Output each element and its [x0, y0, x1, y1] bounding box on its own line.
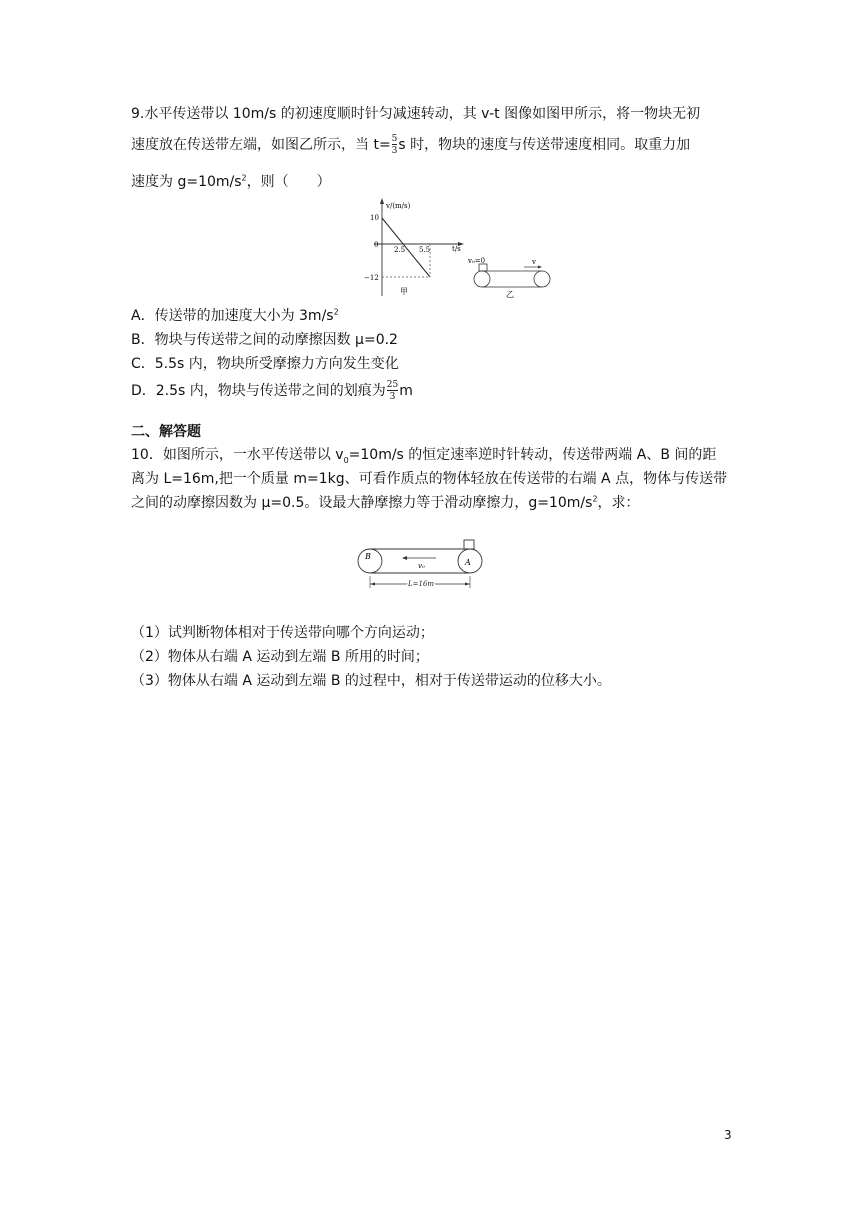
graph-origin: 0 [374, 241, 379, 249]
fraction-denominator: 3 [391, 146, 398, 156]
q10-sub1: （1）试判断物体相对于传送带向哪个方向运动； [131, 625, 434, 641]
graph-xlabel: t/s [452, 245, 461, 253]
q9-line2-start: 速度放在传送带左端，如图乙所示，当 t= [131, 137, 391, 153]
q9-line3-end: ，则（ ） [246, 174, 331, 190]
section-heading: 二、解答题 [131, 424, 201, 440]
q9-line3 [131, 172, 331, 192]
belt1-caption: 乙 [506, 290, 514, 298]
belt2-v-arrow-head [402, 556, 407, 560]
q9-t-fraction [392, 134, 398, 156]
belt1-v-label: v [532, 258, 536, 266]
q10-sub3: （3）物体从右端 A 运动到左端 B 的过程中，相对于传送带运动的位移大小。 [131, 673, 611, 689]
q9-line1: 9.水平传送带以 10m/s 的初速度顺时针匀减速转动，其 v-t 图像如图甲所示，将一物块无初 [131, 106, 701, 122]
belt1-v0-label: v₀=0 [468, 257, 486, 265]
option-d [131, 380, 413, 402]
q10-line1-start: 10．如图所示，一水平传送带以 v [131, 447, 344, 463]
q10-sub2: （2）物体从右端 A 运动到左端 B 所用的时间； [131, 649, 429, 665]
option-a-text: A．传送带的加速度大小为 3m/s [131, 308, 334, 324]
belt2-label-a: A [465, 558, 471, 567]
vt-graph-figure [360, 196, 470, 300]
q10-line3-end: ，求： [597, 495, 640, 511]
graph-y-top: 10 [370, 214, 379, 222]
graph-x1: 2.5 [394, 246, 406, 254]
belt1-left-wheel [474, 271, 490, 287]
superscript: 2 [241, 173, 247, 183]
q10-line3-start: 之间的动摩擦因数为 μ=0.5。设最大静摩擦力等于滑动摩擦力，g=10m/s [131, 495, 593, 511]
belt2-v0-label: v₀ [418, 562, 425, 570]
graph-x2: 5.5 [419, 246, 431, 254]
q10-line1 [131, 445, 716, 465]
y-axis-arrow [380, 198, 384, 204]
graph-caption: 甲 [400, 287, 408, 296]
belt1-arrow-head [538, 266, 542, 269]
option-b: B．物块与传送带之间的动摩擦因数 μ=0.2 [131, 332, 398, 348]
belt2-length-arrow-left [370, 583, 375, 586]
superscript: 2 [333, 307, 339, 317]
fraction-numerator: 5 [391, 134, 398, 144]
option-d-text: D．2.5s 内，物块与传送带之间的划痕为 [131, 383, 386, 399]
belt2-length-label: L=16m [408, 580, 435, 588]
option-d-unit: m [399, 383, 413, 399]
graph-ylabel: v/(m/s) [386, 202, 411, 210]
superscript: 2 [592, 494, 598, 504]
belt1-right-wheel [534, 271, 550, 287]
q9-line3-start: 速度为 g=10m/s [131, 174, 242, 190]
belt2-length-arrow-right [465, 583, 470, 586]
belt1-block [479, 264, 487, 271]
belt-figure-yi [466, 254, 556, 298]
graph-y-bottom: −12 [364, 274, 379, 282]
option-d-fraction [387, 380, 398, 402]
q9-line2 [131, 134, 690, 156]
belt2-block [464, 540, 474, 549]
fraction-denominator: 3 [387, 390, 398, 402]
q9-line2-end: s 时，物块的速度与传送带速度相同。取重力加 [398, 137, 691, 153]
option-c: C．5.5s 内，物块所受摩擦力方向发生变化 [131, 356, 399, 372]
q10-line1-end: =10m/s 的恒定速率逆时针转动，传送带两端 A、B 间的距 [348, 447, 717, 463]
belt-figure-q10 [352, 538, 492, 594]
fraction-numerator: 25 [386, 380, 399, 390]
option-a [131, 306, 339, 326]
q10-line3 [131, 493, 640, 513]
q10-line2: 离为 L=16m,把一个质量 m=1kg、可看作质点的物体轻放在传送带的右端 A 点，物体与传送带 [131, 471, 728, 487]
page-number: 3 [724, 1128, 732, 1142]
belt2-label-b: B [365, 552, 371, 561]
subscript: 0 [343, 455, 349, 465]
